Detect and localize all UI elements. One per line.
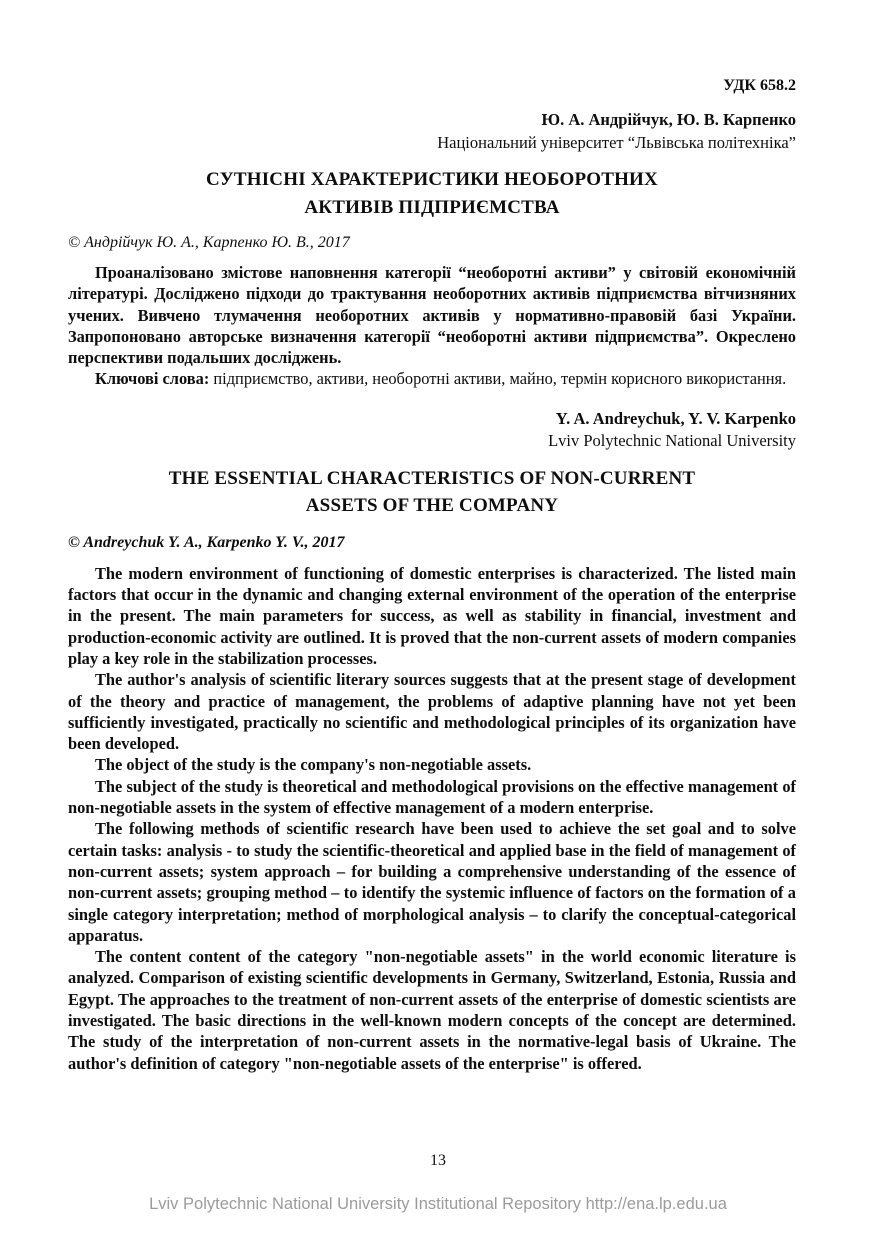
page-number: 13 [430, 1152, 446, 1169]
authors-block-en [68, 408, 796, 453]
abstract-text: Проаналізовано змістове наповнення категорії “необоротні активи” у світовій економічній літературі. Досліджено підходи до трактування необоротних активів підприємства вітчизняних учених. Вивчено тлумачення необоротних активів у нормативно-правовій базі України. Запропоновано авторське визначення категорії “необоротні активи підприємства”. Окреслено перспективи подальших досліджень. [68, 263, 796, 368]
body-paragraph-2: The author's analysis of scientific literary sources suggests that at the present stage of development of the theory and practice of management, the problems of adaptive planning have not yet been sufficiently investigated, practically no scientific and methodological principles of its organization have been developed. [68, 670, 796, 754]
title-en-line2: ASSETS OF THE COMPANY [305, 495, 559, 517]
title-en-line1: THE ESSENTIAL CHARACTERISTICS OF NON-CURRENT [168, 467, 696, 489]
body-paragraph-6: The content content of the category "non-negotiable assets" in the world economic literature is analyzed. Comparison of existing scientific developments in Germany, Switzerland, Estonia, Russia and Egypt. The approaches to the treatment of non-current assets of the enterprise of domestic scientists are investigated. The basic directions in the well-known modern concepts of the concept are determined. The study of the interpretation of non-current assets in the normative-legal basis of Ukraine. The author's definition of category "non-negotiable assets of the enterprise" is offered. [68, 947, 796, 1073]
body-paragraph-1: The modern environment of functioning of domestic enterprises is characterized. The listed main factors that occur in the dynamic and changing external environment of the operation of the enterprise in the present. The main parameters for success, as well as stability in financial, investment and production-economic activity are outlined. It is proved that the non-current assets of modern companies play a key role in the stabilization processes. [68, 563, 796, 668]
body-paragraph-3: The object of the study is the company's non-negotiable assets. [95, 755, 532, 775]
authors-block-ua [68, 109, 796, 154]
abstract-block [68, 262, 796, 390]
title-ua-line1: СУТНІСНІ ХАРАКТЕРИСТИКИ НЕОБОРОТНИХ [206, 169, 658, 190]
title-ua-line2: АКТИВІВ ПІДПРИЄМСТВА [304, 196, 560, 218]
udk-code: УДК 658.2 [723, 77, 796, 94]
keywords-line [68, 368, 796, 389]
article-body [68, 563, 796, 1074]
title-en [68, 465, 796, 520]
authors-en: Y. A. Andreychuk, Y. V. Karpenko [555, 408, 796, 428]
copyright-en: © Andreychuk Y. A., Karpenko Y. V., 2017 [68, 533, 345, 551]
repository-footer: Lviv Polytechnic National University Institutional Repository http://ena.lp.edu.ua [149, 1195, 727, 1213]
university-en: Lviv Polytechnic National University [548, 431, 796, 451]
authors-ua: Ю. А. Андрійчук, Ю. В. Карпенко [541, 110, 796, 129]
body-paragraph-5: The following methods of scientific research have been used to achieve the set goal and to solve certain tasks: analysis - to study the scientific-theoretical and applied base in the field of management of non-current assets; system approach – for building a comprehensive understanding of the essence of non-current assets; grouping method – to identify the systemic influence of factors on the formation of a single category interpretation; method of morphological analysis – to clarify the conceptual-categorical apparatus. [68, 819, 796, 945]
copyright-ua: © Андрійчук Ю. А., Карпенко Ю. В., 2017 [68, 234, 350, 251]
body-paragraph-4: The subject of the study is theoretical and methodological provisions on the effective management of non-negotiable assets in the system of effective management of a modern enterprise. [68, 776, 796, 818]
keywords-text: підприємство, активи, необоротні активи, майно, термін корисного використання. [209, 369, 787, 389]
university-ua: Національний університет “Львівська політехніка” [437, 132, 796, 152]
keywords-label: Ключові слова: [95, 369, 210, 389]
title-ua [68, 166, 796, 221]
